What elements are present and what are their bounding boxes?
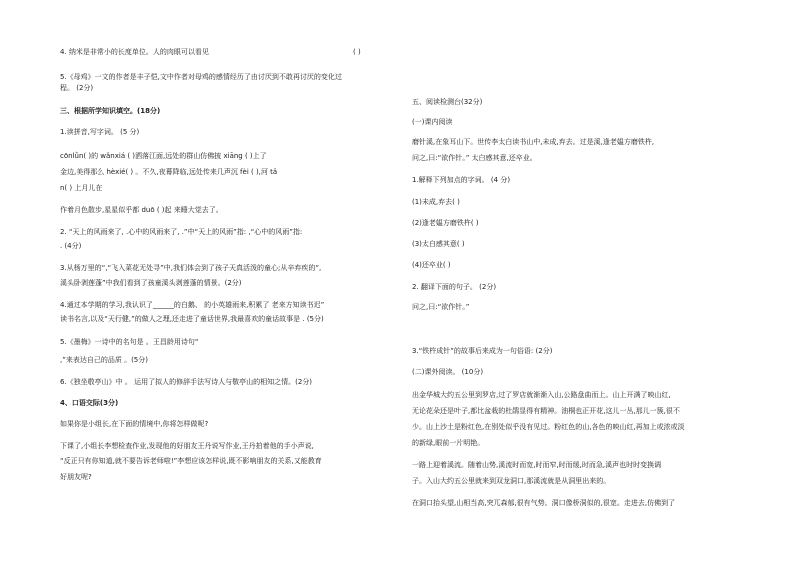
- left-line: [60, 399, 118, 407]
- line-text: 2. 翻译下面的句子。 (2分): [412, 283, 497, 291]
- line-text: 3.“铁杵成针”的故事后来成为一句俗语: (2分): [412, 347, 553, 355]
- line-text: 问之,曰:“欲作针。” 太白感其意,还卒业。: [412, 154, 537, 162]
- line-text: 问之,曰:“欲作针。”: [412, 303, 470, 311]
- line-text: 3.从杨万里的“,“飞入菜花无处寻”中,我们体会到了孩子天真活泼的童心;从辛弃疾的“,: [60, 264, 322, 272]
- left-line: [60, 73, 342, 81]
- right-line: [412, 423, 685, 431]
- right-line: [412, 461, 661, 469]
- right-line: [412, 391, 671, 399]
- left-line: [60, 338, 199, 346]
- line-text: 好朋友呢?: [60, 473, 92, 481]
- right-line: [412, 219, 479, 227]
- right-line: [412, 261, 451, 269]
- line-text: 如果你是小组长,在下面的情境中,你将怎样做呢?: [60, 420, 209, 428]
- left-line: [60, 206, 223, 214]
- right-line: [412, 283, 496, 291]
- left-line: [60, 279, 242, 287]
- line-text: 一路上迎着溪流。随着山势,溪流时而宽,时而窄,时而缓,时而急,溪声也时时变换调: [412, 461, 662, 469]
- line-text: (一)课内阅读: [412, 118, 453, 126]
- left-line: [60, 315, 324, 323]
- left-line: [60, 242, 81, 250]
- right-line: [412, 176, 510, 184]
- line-text: ,”来表达自己的品质 。(5分): [60, 356, 148, 364]
- right-line: [412, 499, 675, 507]
- line-text: 4、口语交际(3分): [60, 399, 119, 407]
- right-line: [412, 240, 465, 248]
- right-line: [412, 98, 482, 106]
- line-text: 子。入山大约五公里就来到双龙洞口,那溪流就是从洞里出来的。: [412, 477, 611, 485]
- line-text: 1.解释下列加点的字词。 (4 分): [412, 176, 511, 184]
- right-line: [412, 368, 483, 376]
- line-text: 5.《母鸡》一文的作者是丰子恺,文中作者对母鸡的感情经历了由讨厌到不敢再讨厌的变化过: [60, 73, 342, 81]
- line-text: 作着月色散步,星星似乎都 duō ( )起 来睡大觉去了。: [60, 206, 223, 214]
- right-line: [412, 439, 484, 447]
- line-text: 出金华城大约五公里到罗店,过了罗店就渐渐入山,公路盘曲而上。山上开满了映山红,: [412, 391, 671, 399]
- left-line: [60, 301, 324, 309]
- line-text: 少。山上沙土是粉红色,在别处似乎没有见过。粉红色的山,各色的映山红,再加上或浓或淡: [412, 423, 685, 431]
- line-text: 读书名言,以及“天行健,”的做人之理,还走进了童话世界,我最喜欢的童话故事是 . (5分): [60, 315, 324, 323]
- line-text: 溪头卧剥莲蓬”中我们看到了孩童溪头剥莲蓬的情景。(2分): [60, 279, 242, 287]
- left-line: [60, 128, 139, 136]
- right-line: [412, 407, 680, 415]
- line-text: cōnlǜn( )的 wǎnxiá ( )洒落江面,远处的群山仿佛披 xiāng ( )上了: [60, 152, 267, 160]
- left-line: [60, 356, 148, 364]
- line-text: 下课了,小组长李想检查作业,发现他的好朋友王丹说写作业,王丹拍着他的手小声说,: [60, 442, 314, 450]
- right-line: [412, 198, 460, 206]
- line-text: n( ) 上月儿在: [60, 184, 103, 192]
- answer-parentheses: ( ): [353, 48, 361, 56]
- line-text: 6.《独坐敬亭山》中 。 运用了拟人的修辞手法写诗人与敬亭山的相知之情。(2分): [60, 378, 313, 386]
- line-text: 三、根据所学知识填空。(18分): [60, 107, 161, 115]
- right-line: [412, 118, 452, 126]
- line-text: . (4分): [60, 242, 82, 250]
- line-text: 在洞口抬头望,山相当高,突兀森郁,很有气势。洞口像桥洞似的,很宽。走进去,仿佛到了: [412, 499, 676, 507]
- left-line: [60, 457, 322, 465]
- right-line: [412, 347, 552, 355]
- line-text: 4.通过本学期的学习,我认识了______的白鹅、 的小英雄雨来,积累了 老来方知读书迟”: [60, 301, 325, 309]
- left-line: [60, 228, 302, 236]
- right-line: [412, 477, 610, 485]
- left-line: [60, 48, 361, 56]
- left-line: [60, 473, 92, 481]
- left-line: [60, 84, 93, 92]
- line-text: 5.《墨梅》一诗中的名句是 。王昌龄用诗句“: [60, 338, 199, 346]
- left-line: [60, 264, 321, 272]
- right-line: [412, 303, 469, 311]
- line-text: 2. “天上的风雨来了, .心中的风雨来了, .”中“天上的风雨”指: ,“心中的风雨”指:: [60, 228, 303, 236]
- line-text: “反正只有你知道,就不要告诉老师啦!”李想应该怎样说,既不影响朋友的关系,又能教育: [60, 457, 322, 465]
- left-line: [60, 152, 267, 160]
- left-line: [60, 107, 160, 115]
- right-line: [412, 138, 654, 146]
- left-line: [60, 168, 277, 176]
- left-line: [60, 420, 208, 428]
- line-text: 金边,美得那么 hèxié( ) 。不久,夜幕降临,远处传来几声沉 fèi ( ),河 tǎ: [60, 168, 278, 176]
- line-text: 磨针溪,在象耳山下。世传李太白读书山中,未成,弃去。过是溪,逢老媪方磨铁杵,: [412, 138, 655, 146]
- line-text: 程。 (2分): [60, 84, 94, 92]
- line-text: 1.读拼音,写字词。 (5 分): [60, 128, 140, 136]
- line-text: 五、阅读检测台(32分): [412, 98, 483, 106]
- line-text: 4. 纳米是非常小的长度单位。人的肉眼可以看见: [60, 48, 209, 56]
- line-text: (4)还卒业( ): [412, 261, 451, 269]
- left-line: [60, 184, 102, 192]
- line-text: 的新绿,眼前一片明艳。: [412, 439, 485, 447]
- line-text: (2)逢老媪方磨铁杵( ): [412, 219, 479, 227]
- line-text: (1)未成,弃去( ): [412, 198, 460, 206]
- left-line: [60, 442, 314, 450]
- line-text: (二)课外阅读。 (10分): [412, 368, 484, 376]
- line-text: (3)太白感其意( ): [412, 240, 465, 248]
- right-line: [412, 154, 537, 162]
- line-text: 无论花朵还是叶子,都比盆栽的杜鹃显得有精神。油桐也正开花,这儿一丛,那儿一簇,很不: [412, 407, 680, 415]
- left-line: [60, 378, 312, 386]
